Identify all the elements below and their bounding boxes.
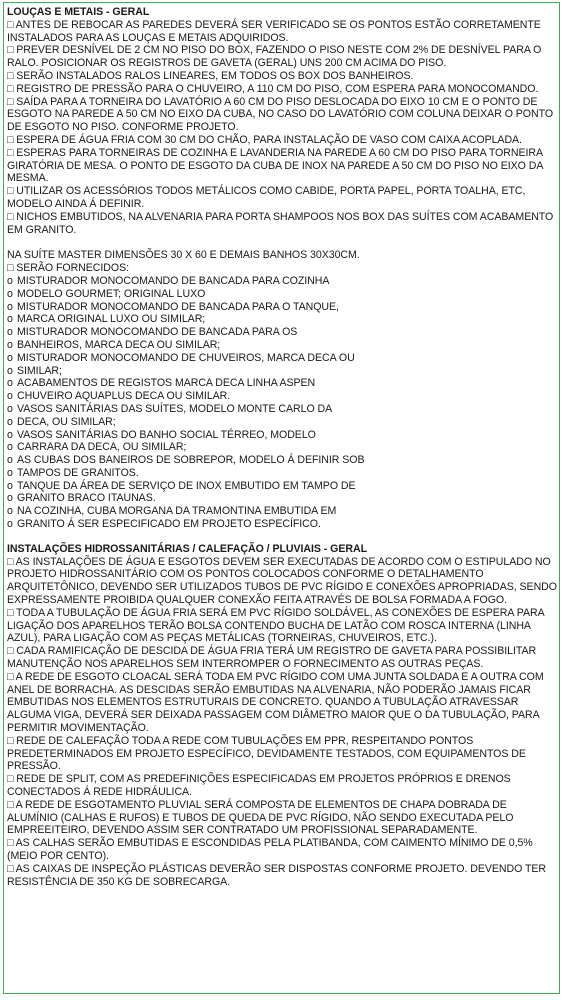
list-item — [7, 377, 559, 390]
bullet-marker: o — [7, 505, 13, 518]
paragraph: □ SERÃO INSTALADOS RALOS LINEARES, EM TODOS OS BOX DOS BANHEIROS. — [7, 69, 414, 82]
list-item-text: CARRARA DA DECA, OU SIMILAR; — [17, 441, 187, 454]
bullet-marker: o — [7, 402, 13, 415]
paragraph: □ TODA A TUBULAÇÃO DE ÁGUA FRIA SERÁ EM PVC RÍGIDO SOLDÁVEL, AS CONEXÕES DE ESPERA PARA LIGAÇÃO DOS APARELHOS TERÃO BOLSA CONTENDO BUCHA DE LATÃO COM ROSCA INTERNA (LINHA AZUL), PARA LIGAÇÃO COM AS PEÇAS METÁLICAS (TORNEIRAS, CHUVEIROS, ETC.). — [7, 606, 545, 645]
bullet-marker: o — [7, 441, 13, 454]
list-item-text: MISTURADOR MONOCOMANDO DE BANCADA PARA O TANQUE, — [17, 300, 339, 313]
list-item-text: VASOS SANITÁRIAS DAS SUÍTES, MODELO MONTE CARLO DA — [17, 402, 333, 415]
list-item — [7, 403, 559, 416]
paragraph: □ AS CALHAS SERÃO EMBUTIDAS E ESCONDIDAS PELA PLATIBANDA, COM CAIMENTO MÍNIMO DE 0,5% (MEIO POR CENTO). — [7, 837, 533, 862]
list-item — [7, 429, 559, 442]
dimensions-note: NA SUÍTE MASTER DIMENSÕES 30 X 60 E DEMAIS BANHOS 30X30CM. — [7, 249, 360, 262]
paragraph: □ ESPERA DE ÁGUA FRIA COM 30 CM DO CHÃO, PARA INSTALAÇÃO DE VASO COM CAIXA ACOPLADA. — [7, 133, 522, 146]
list-item — [7, 467, 559, 480]
bullet-marker: o — [7, 415, 13, 428]
section-paragraphs — [7, 556, 559, 889]
bullet-marker: o — [7, 377, 13, 390]
list-item-text: MISTURADOR MONOCOMANDO DE CHUVEIROS, MARCA DECA OU — [17, 351, 355, 364]
bullet-marker: o — [7, 351, 13, 364]
list-item — [7, 416, 559, 429]
bullet-marker: o — [7, 300, 13, 313]
list-item-text: DECA, OU SIMILAR; — [17, 415, 116, 428]
list-item — [7, 441, 559, 454]
section-instalacoes — [7, 543, 559, 889]
bullet-marker: o — [7, 466, 13, 479]
list-item — [7, 492, 559, 505]
document-frame — [3, 2, 560, 994]
bullet-marker: o — [7, 326, 13, 339]
list-item — [7, 288, 559, 301]
list-item-text: TANQUE DA ÁREA DE SERVIÇO DE INOX EMBUTIDO EM TAMPO DE — [17, 479, 356, 492]
list-item-text: GRANITO Á SER ESPECIFICADO EM PROJETO ESPECÍFICO. — [17, 518, 321, 531]
paragraph: □ AS INSTALAÇÕES DE ÁGUA E ESGOTOS DEVEM SER EXECUTADAS DE ACORDO COM O ESTIPULADO NO PROJETO HIDROSSANITÁRIO COM OS PONTOS COLOCADOS CONFORME O DETALHAMENTO ARQUITETÔNICO, DEVENDO SER UTILIZADOS TUBOS DE PVC RÍGIDO E CONEXÕES APROPRIADAS, SENDO EXPRESSAMENTE PROIBIDA QUALQUER CONEXÃO FEITA ATRAVÉS DE BOLSA FORMADA A FOGO. — [7, 555, 557, 607]
supplied-items-list — [7, 275, 559, 531]
list-item — [7, 365, 559, 378]
bullet-marker: o — [7, 492, 13, 505]
paragraph: □ AS CAIXAS DE INSPEÇÃO PLÁSTICAS DEVERÃO SER DISPOSTAS CONFORME PROJETO. DEVENDO TER RESISTÊNCIA DE 350 KG DE SOBRECARGA. — [7, 862, 547, 888]
paragraph: □ REGISTRO DE PRESSÃO PARA O CHUVEIRO, A 110 CM DO PISO, COM ESPERA PARA MONOCOMANDO. — [7, 82, 539, 95]
paragraph: □ A REDE DE ESGOTAMENTO PLUVIAL SERÁ COMPOSTA DE ELEMENTOS DE CHAPA DOBRADA DE ALUMÍNIO (CALHAS E RUFOS) E TUBOS DE QUEDA DE PVC RÍGIDO, NÃO SENDO EXECUTADA PELO EMPREEITEIRO, DEVENDO ASSIM SER CONTRATADO UM PROFISSIONAL SEPARADAMENTE. — [7, 798, 514, 837]
list-item — [7, 339, 559, 352]
list-item-text: MISTURADOR MONOCOMANDO DE BANCADA PARA OS — [17, 326, 298, 339]
paragraph: □ ESPERAS PARA TORNEIRAS DE COZINHA E LAVANDERIA NA PAREDE A 60 CM DO PISO PARA TORNEIRA GIRATÓRIA DE MESA. O PONTO DE ESGOTO DA CUBA DE INOX NA PAREDE A 50 CM DO PISO NO EIXO DA MESMA. — [7, 146, 543, 185]
bullet-marker: o — [7, 454, 13, 467]
paragraph: □ REDE DE SPLIT, COM AS PREDEFINIÇÕES ESPECIFICADAS EM PROJETOS PRÓPRIOS E DRENOS CONECTADOS Á REDE HIDRÁULICA. — [7, 773, 511, 799]
list-item — [7, 326, 559, 339]
paragraph: □ A REDE DE ESGOTO CLOACAL SERÁ TODA EM PVC RÍGIDO COM UMA JUNTA SOLDADA E A OUTRA COM ANEL DE BORRACHA. AS DESCIDAS SERÃO EMBUTIDAS NA ALVENARIA, NÃO PODERÃO JAMAIS FICAR EMBUTIDAS NOS ELEMENTOS ESTRUTURAIS DE CONCRETO. QUANDO A TUBULAÇÃO ATRAVESSAR ALGUMA VIGA, DEVERÁ SER DEIXADA PASSAGEM COM DIÂMETRO MAIOR QUE O DA TUBULAÇÃO, PARA PERMITIR MOVIMENTAÇÃO. — [7, 670, 544, 735]
bullet-marker: o — [7, 390, 13, 403]
list-item-text: MARCA ORIGINAL LUXO OU SIMILAR; — [17, 313, 206, 326]
paragraph: □ SAÍDA PARA A TORNEIRA DO LAVATÓRIO A 60 CM DO PISO DESLOCADA DO EIXO 10 CM E O PONTO DE ESGOTO NA PAREDE A 50 CM NO EIXO DA CUBA, NO CASO DO LAVATÓRIO COM COLUNA DEIXAR O PONTO DE ESGOTO NO PISO. CONFORME PROJETO. — [7, 95, 554, 134]
spacer — [7, 236, 559, 249]
paragraph: □ NICHOS EMBUTIDOS, NA ALVENARIA PARA PORTA SHAMPOOS NOS BOX DAS SUÍTES COM ACABAMENTO EM GRANITO. — [7, 210, 554, 236]
list-item-text: BANHEIROS, MARCA DECA OU SIMILAR; — [17, 338, 221, 351]
list-item — [7, 480, 559, 493]
bullet-marker: o — [7, 338, 13, 351]
list-item-text: CHUVEIRO AQUAPLUS DECA OU SIMILAR. — [17, 390, 231, 403]
spacer — [7, 531, 559, 543]
bullet-marker: o — [7, 479, 13, 492]
paragraph: □ CADA RAMIFICAÇÃO DE DESCIDA DE ÁGUA FRIA TERÁ UM REGISTRO DE GAVETA PARA POSSIBILITAR MANUTENÇÃO NOS APARELHOS SEM INTERROMPER O FORNECIMENTO AS OUTRAS PEÇAS. — [7, 645, 537, 671]
list-item-text: SIMILAR; — [17, 364, 62, 377]
paragraph: □ UTILIZAR OS ACESSÓRIOS TODOS METÁLICOS COMO CABIDE, PORTA PAPEL, PORTA TOALHA, ETC, MODELO AINDA Á DEFINIR. — [7, 185, 526, 210]
section-loucas-metais — [7, 6, 559, 531]
list-item — [7, 352, 559, 365]
bullet-marker: o — [7, 274, 13, 287]
section-heading: INSTALAÇÕES HIDROSSANITÁRIAS / CALEFAÇÃO / PLUVIAIS - GERAL — [7, 542, 367, 555]
list-item-text: NA COZINHA, CUBA MORGANA DA TRAMONTINA EMBUTIDA EM — [17, 505, 337, 518]
section-paragraphs — [7, 19, 559, 237]
paragraph: □ ANTES DE REBOCAR AS PAREDES DEVERÁ SER VERIFICADO SE OS PONTOS ESTÃO CORRETAMENTE INSTALADOS PARA AS LOUÇAS E METAIS ADQUIRIDOS. — [7, 18, 541, 44]
bullet-marker: o — [7, 364, 13, 377]
list-item — [7, 454, 559, 467]
list-item — [7, 390, 559, 403]
list-item — [7, 518, 559, 531]
list-item-text: MODELO GOURMET; ORIGINAL LUXO — [17, 287, 206, 300]
supplied-heading: □ SERÃO FORNECIDOS: — [7, 262, 129, 275]
bullet-marker: o — [7, 518, 13, 531]
section-heading: LOUÇAS E METAIS - GERAL — [7, 6, 150, 18]
list-item — [7, 505, 559, 518]
list-item-text: ACABAMENTOS DE REGISTOS MARCA DECA LINHA ASPEN — [17, 377, 316, 390]
document-body — [7, 6, 559, 888]
paragraph: □ PREVER DESNÍVEL DE 2 CM NO PISO DO BOX, FAZENDO O PISO NESTE COM 2% DE DESNÍVEL PARA O RALO. POSICIONAR OS REGISTROS DE GAVETA (GERAL) UNS 200 CM ACIMA DO PISO. — [7, 44, 542, 70]
list-item-text: TAMPOS DE GRANITOS. — [17, 466, 139, 479]
list-item-text: GRANITO BRACO ITAUNAS. — [17, 492, 156, 505]
list-item-text: AS CUBAS DOS BANEIROS DE SOBREPOR, MODELO Á DEFINIR SOB — [17, 454, 365, 467]
list-item-text: VASOS SANITÁRIAS DO BANHO SOCIAL TÉRREO, MODELO — [17, 428, 316, 441]
bullet-marker: o — [7, 428, 13, 441]
paragraph: □ REDE DE CALEFAÇÃO TODA A REDE COM TUBULAÇÕES EM PPR, RESPEITANDO PONTOS PREDETERMINADOS EM PROJETO ESPECÍFICO, DEVIDAMENTE TESTADOS, COM EQUIPAMENTOS DE PRESSÃO. — [7, 734, 526, 773]
list-item-text: MISTURADOR MONOCOMANDO DE BANCADA PARA COZINHA — [17, 274, 330, 287]
list-item — [7, 313, 559, 326]
list-item — [7, 275, 559, 288]
list-item — [7, 301, 559, 314]
bullet-marker: o — [7, 287, 13, 300]
bullet-marker: o — [7, 313, 13, 326]
